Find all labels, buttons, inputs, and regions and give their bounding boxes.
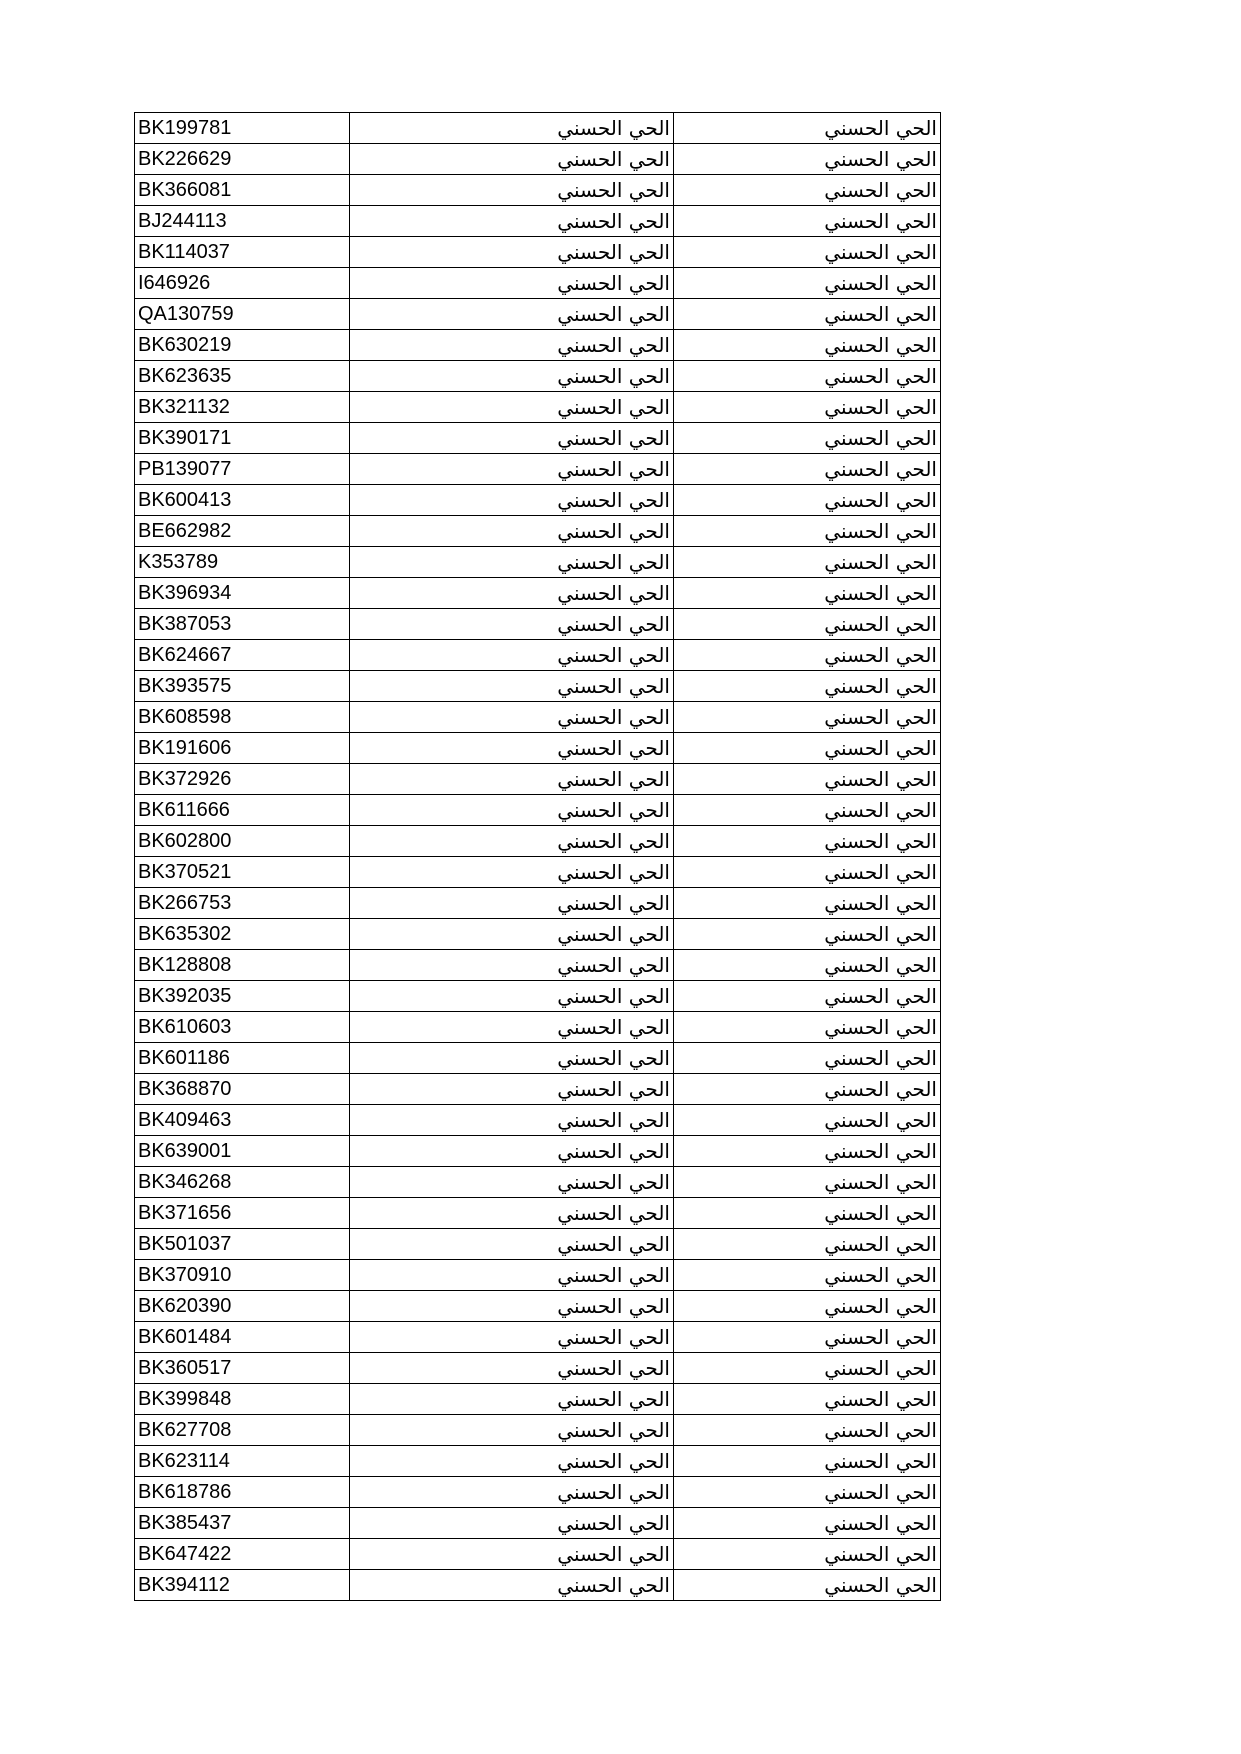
district-cell: الحي الحسني: [674, 1508, 941, 1539]
district-cell: الحي الحسني: [350, 1136, 674, 1167]
table-row: [135, 268, 941, 299]
district-cell: الحي الحسني: [350, 299, 674, 330]
id-cell: BK600413: [135, 485, 350, 516]
table-row: [135, 423, 941, 454]
district-cell: الحي الحسني: [674, 1136, 941, 1167]
district-cell: الحي الحسني: [674, 1167, 941, 1198]
district-cell: الحي الحسني: [350, 392, 674, 423]
table-row: [135, 361, 941, 392]
table-row: [135, 516, 941, 547]
table-row: [135, 1167, 941, 1198]
id-cell: BK635302: [135, 919, 350, 950]
district-cell: الحي الحسني: [674, 1260, 941, 1291]
id-cell: PB139077: [135, 454, 350, 485]
district-cell: الحي الحسني: [674, 175, 941, 206]
district-cell: الحي الحسني: [674, 1539, 941, 1570]
id-cell: BK608598: [135, 702, 350, 733]
district-cell: الحي الحسني: [350, 1291, 674, 1322]
district-cell: الحي الحسني: [350, 919, 674, 950]
district-cell: الحي الحسني: [350, 1012, 674, 1043]
table-row: [135, 392, 941, 423]
district-cell: الحي الحسني: [350, 454, 674, 485]
table-row: [135, 547, 941, 578]
table-row: [135, 1074, 941, 1105]
district-cell: الحي الحسني: [350, 485, 674, 516]
id-cell: BK394112: [135, 1570, 350, 1601]
table-row: [135, 857, 941, 888]
id-cell: BK371656: [135, 1198, 350, 1229]
table-row: [135, 206, 941, 237]
id-cell: BK370910: [135, 1260, 350, 1291]
district-cell: الحي الحسني: [350, 113, 674, 144]
table-row: [135, 1105, 941, 1136]
district-cell: الحي الحسني: [674, 1198, 941, 1229]
table-row: [135, 733, 941, 764]
id-cell: QA130759: [135, 299, 350, 330]
table-row: [135, 1043, 941, 1074]
district-cell: الحي الحسني: [674, 1415, 941, 1446]
id-cell: BK610603: [135, 1012, 350, 1043]
district-cell: الحي الحسني: [350, 547, 674, 578]
id-cell: BK393575: [135, 671, 350, 702]
table-row: [135, 1477, 941, 1508]
district-cell: الحي الحسني: [350, 1508, 674, 1539]
id-cell: BK372926: [135, 764, 350, 795]
district-cell: الحي الحسني: [350, 609, 674, 640]
district-cell: الحي الحسني: [674, 113, 941, 144]
table-row: [135, 640, 941, 671]
district-cell: الحي الحسني: [350, 1229, 674, 1260]
table-row: [135, 1570, 941, 1601]
table-row: [135, 795, 941, 826]
id-cell: BK624667: [135, 640, 350, 671]
district-cell: الحي الحسني: [674, 1384, 941, 1415]
id-cell: BK114037: [135, 237, 350, 268]
district-cell: الحي الحسني: [350, 1477, 674, 1508]
id-cell: BK618786: [135, 1477, 350, 1508]
district-cell: الحي الحسني: [350, 361, 674, 392]
district-cell: الحي الحسني: [350, 1539, 674, 1570]
district-cell: الحي الحسني: [674, 392, 941, 423]
table-row: [135, 485, 941, 516]
district-cell: الحي الحسني: [350, 1074, 674, 1105]
id-cell: BK501037: [135, 1229, 350, 1260]
district-cell: الحي الحسني: [350, 175, 674, 206]
id-cell: K353789: [135, 547, 350, 578]
id-cell: BK399848: [135, 1384, 350, 1415]
id-cell: BK623114: [135, 1446, 350, 1477]
district-cell: الحي الحسني: [350, 206, 674, 237]
district-cell: الحي الحسني: [350, 702, 674, 733]
district-cell: الحي الحسني: [350, 330, 674, 361]
table-row: [135, 609, 941, 640]
district-cell: الحي الحسني: [350, 1353, 674, 1384]
id-cell: BK321132: [135, 392, 350, 423]
district-cell: الحي الحسني: [674, 1229, 941, 1260]
district-cell: الحي الحسني: [674, 1291, 941, 1322]
district-cell: الحي الحسني: [350, 1415, 674, 1446]
district-cell: الحي الحسني: [350, 1043, 674, 1074]
id-cell: BK226629: [135, 144, 350, 175]
district-cell: الحي الحسني: [350, 1198, 674, 1229]
district-cell: الحي الحسني: [674, 950, 941, 981]
district-cell: الحي الحسني: [350, 1260, 674, 1291]
district-cell: الحي الحسني: [350, 981, 674, 1012]
table-row: [135, 454, 941, 485]
district-cell: الحي الحسني: [674, 423, 941, 454]
table-row: [135, 826, 941, 857]
district-cell: الحي الحسني: [674, 1446, 941, 1477]
district-cell: الحي الحسني: [350, 888, 674, 919]
district-cell: الحي الحسني: [674, 1012, 941, 1043]
id-cell: BK396934: [135, 578, 350, 609]
district-cell: الحي الحسني: [350, 1105, 674, 1136]
district-cell: الحي الحسني: [674, 268, 941, 299]
table-row: [135, 144, 941, 175]
district-cell: الحي الحسني: [674, 702, 941, 733]
district-cell: الحي الحسني: [350, 640, 674, 671]
district-cell: الحي الحسني: [350, 950, 674, 981]
district-cell: الحي الحسني: [350, 1446, 674, 1477]
district-cell: الحي الحسني: [350, 1322, 674, 1353]
district-cell: الحي الحسني: [674, 1322, 941, 1353]
table-row: [135, 919, 941, 950]
district-cell: الحي الحسني: [674, 485, 941, 516]
table-row: [135, 764, 941, 795]
id-cell: BK409463: [135, 1105, 350, 1136]
district-cell: الحي الحسني: [350, 237, 674, 268]
table-row: [135, 578, 941, 609]
district-cell: الحي الحسني: [674, 299, 941, 330]
id-cell: BK647422: [135, 1539, 350, 1570]
district-cell: الحي الحسني: [674, 981, 941, 1012]
district-cell: الحي الحسني: [674, 206, 941, 237]
district-cell: الحي الحسني: [674, 361, 941, 392]
district-cell: الحي الحسني: [350, 764, 674, 795]
district-cell: الحي الحسني: [674, 516, 941, 547]
id-cell: BK191606: [135, 733, 350, 764]
table-row: [135, 1508, 941, 1539]
district-cell: الحي الحسني: [674, 1353, 941, 1384]
district-cell: الحي الحسني: [674, 1074, 941, 1105]
id-cell: BK199781: [135, 113, 350, 144]
district-cell: الحي الحسني: [350, 268, 674, 299]
district-cell: الحي الحسني: [350, 671, 674, 702]
district-cell: الحي الحسني: [350, 1167, 674, 1198]
id-cell: BK368870: [135, 1074, 350, 1105]
table-row: [135, 1384, 941, 1415]
id-cell: BK620390: [135, 1291, 350, 1322]
table-row: [135, 113, 941, 144]
data-table: [134, 112, 941, 1601]
district-cell: الحي الحسني: [674, 826, 941, 857]
id-cell: BK366081: [135, 175, 350, 206]
district-cell: الحي الحسني: [674, 733, 941, 764]
table-row: [135, 1322, 941, 1353]
id-cell: BK387053: [135, 609, 350, 640]
district-cell: الحي الحسني: [674, 1043, 941, 1074]
district-cell: الحي الحسني: [350, 826, 674, 857]
id-cell: BK392035: [135, 981, 350, 1012]
table-row: [135, 1260, 941, 1291]
district-cell: الحي الحسني: [350, 1384, 674, 1415]
table-row: [135, 1291, 941, 1322]
district-cell: الحي الحسني: [674, 144, 941, 175]
table-row: [135, 237, 941, 268]
id-cell: BK602800: [135, 826, 350, 857]
district-cell: الحي الحسني: [350, 733, 674, 764]
district-cell: الحي الحسني: [350, 144, 674, 175]
table-row: [135, 330, 941, 361]
id-cell: BK346268: [135, 1167, 350, 1198]
district-cell: الحي الحسني: [674, 1570, 941, 1601]
district-cell: الحي الحسني: [674, 1105, 941, 1136]
table-row: [135, 175, 941, 206]
district-cell: الحي الحسني: [350, 795, 674, 826]
id-cell: BK639001: [135, 1136, 350, 1167]
id-cell: BK360517: [135, 1353, 350, 1384]
district-cell: الحي الحسني: [674, 454, 941, 485]
id-cell: BK611666: [135, 795, 350, 826]
table-row: [135, 1198, 941, 1229]
district-cell: الحي الحسني: [674, 330, 941, 361]
district-cell: الحي الحسني: [674, 237, 941, 268]
district-cell: الحي الحسني: [674, 764, 941, 795]
district-cell: الحي الحسني: [350, 578, 674, 609]
id-cell: BK630219: [135, 330, 350, 361]
table-row: [135, 1539, 941, 1570]
district-cell: الحي الحسني: [674, 609, 941, 640]
table-row: [135, 702, 941, 733]
table-row: [135, 1229, 941, 1260]
table-row: [135, 1415, 941, 1446]
district-cell: الحي الحسني: [674, 1477, 941, 1508]
table-row: [135, 981, 941, 1012]
table-row: [135, 950, 941, 981]
district-cell: الحي الحسني: [350, 423, 674, 454]
district-cell: الحي الحسني: [674, 795, 941, 826]
district-cell: الحي الحسني: [674, 578, 941, 609]
id-cell: BK266753: [135, 888, 350, 919]
id-cell: BK390171: [135, 423, 350, 454]
table-row: [135, 1136, 941, 1167]
table-row: [135, 299, 941, 330]
id-cell: BK601186: [135, 1043, 350, 1074]
table-row: [135, 1446, 941, 1477]
district-cell: الحي الحسني: [350, 1570, 674, 1601]
table-row: [135, 1012, 941, 1043]
id-cell: BK370521: [135, 857, 350, 888]
district-cell: الحي الحسني: [674, 640, 941, 671]
district-cell: الحي الحسني: [674, 888, 941, 919]
table-row: [135, 671, 941, 702]
district-cell: الحي الحسني: [674, 671, 941, 702]
id-cell: BK385437: [135, 1508, 350, 1539]
table-body: [135, 113, 941, 1601]
district-cell: الحي الحسني: [674, 547, 941, 578]
district-cell: الحي الحسني: [350, 857, 674, 888]
id-cell: BE662982: [135, 516, 350, 547]
district-cell: الحي الحسني: [674, 919, 941, 950]
id-cell: I646926: [135, 268, 350, 299]
district-cell: الحي الحسني: [674, 857, 941, 888]
table-row: [135, 888, 941, 919]
id-cell: BK623635: [135, 361, 350, 392]
id-cell: BK601484: [135, 1322, 350, 1353]
district-cell: الحي الحسني: [350, 516, 674, 547]
id-cell: BK128808: [135, 950, 350, 981]
id-cell: BK627708: [135, 1415, 350, 1446]
id-cell: BJ244113: [135, 206, 350, 237]
table-row: [135, 1353, 941, 1384]
